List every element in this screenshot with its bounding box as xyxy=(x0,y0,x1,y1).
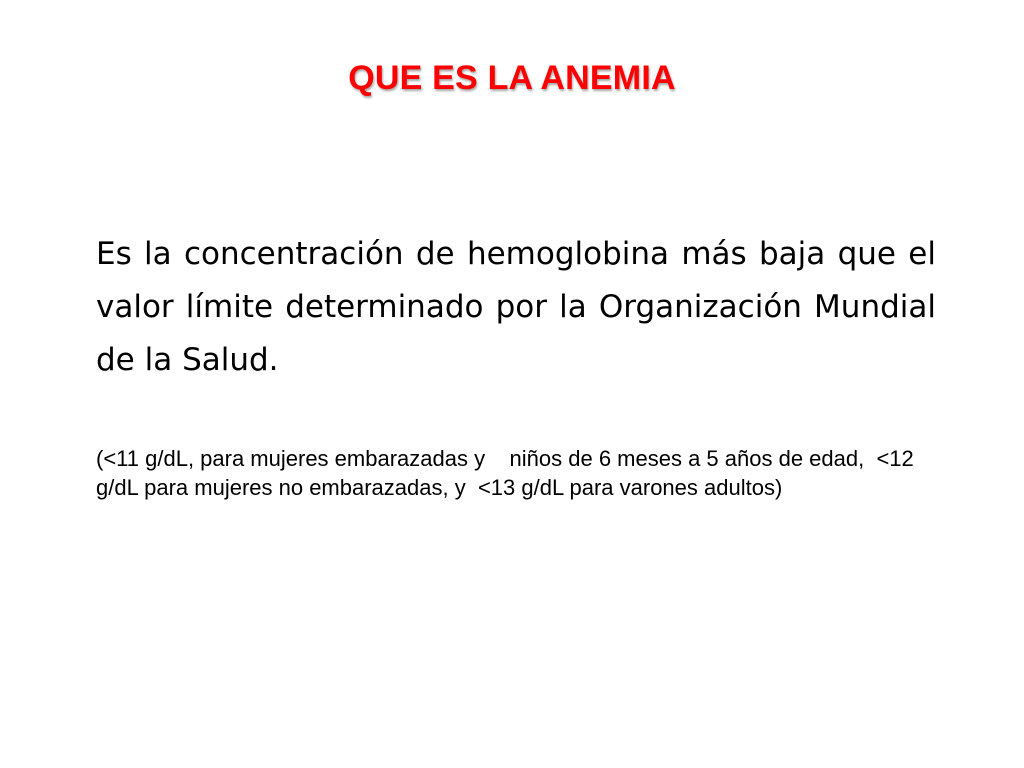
threshold-note: (<11 g/dL, para mujeres embarazadas y niños de 6 meses a 5 años de edad, <12 g/dL para mujeres no embarazadas, y <13 g/dL para varones adultos) xyxy=(96,446,920,500)
definition-paragraph: Es la concentración de hemoglobina más baja que el valor límite determinado por la Organización Mundial de la Salud. xyxy=(96,236,936,378)
slide-title: QUE ES LA ANEMIA xyxy=(348,59,676,97)
